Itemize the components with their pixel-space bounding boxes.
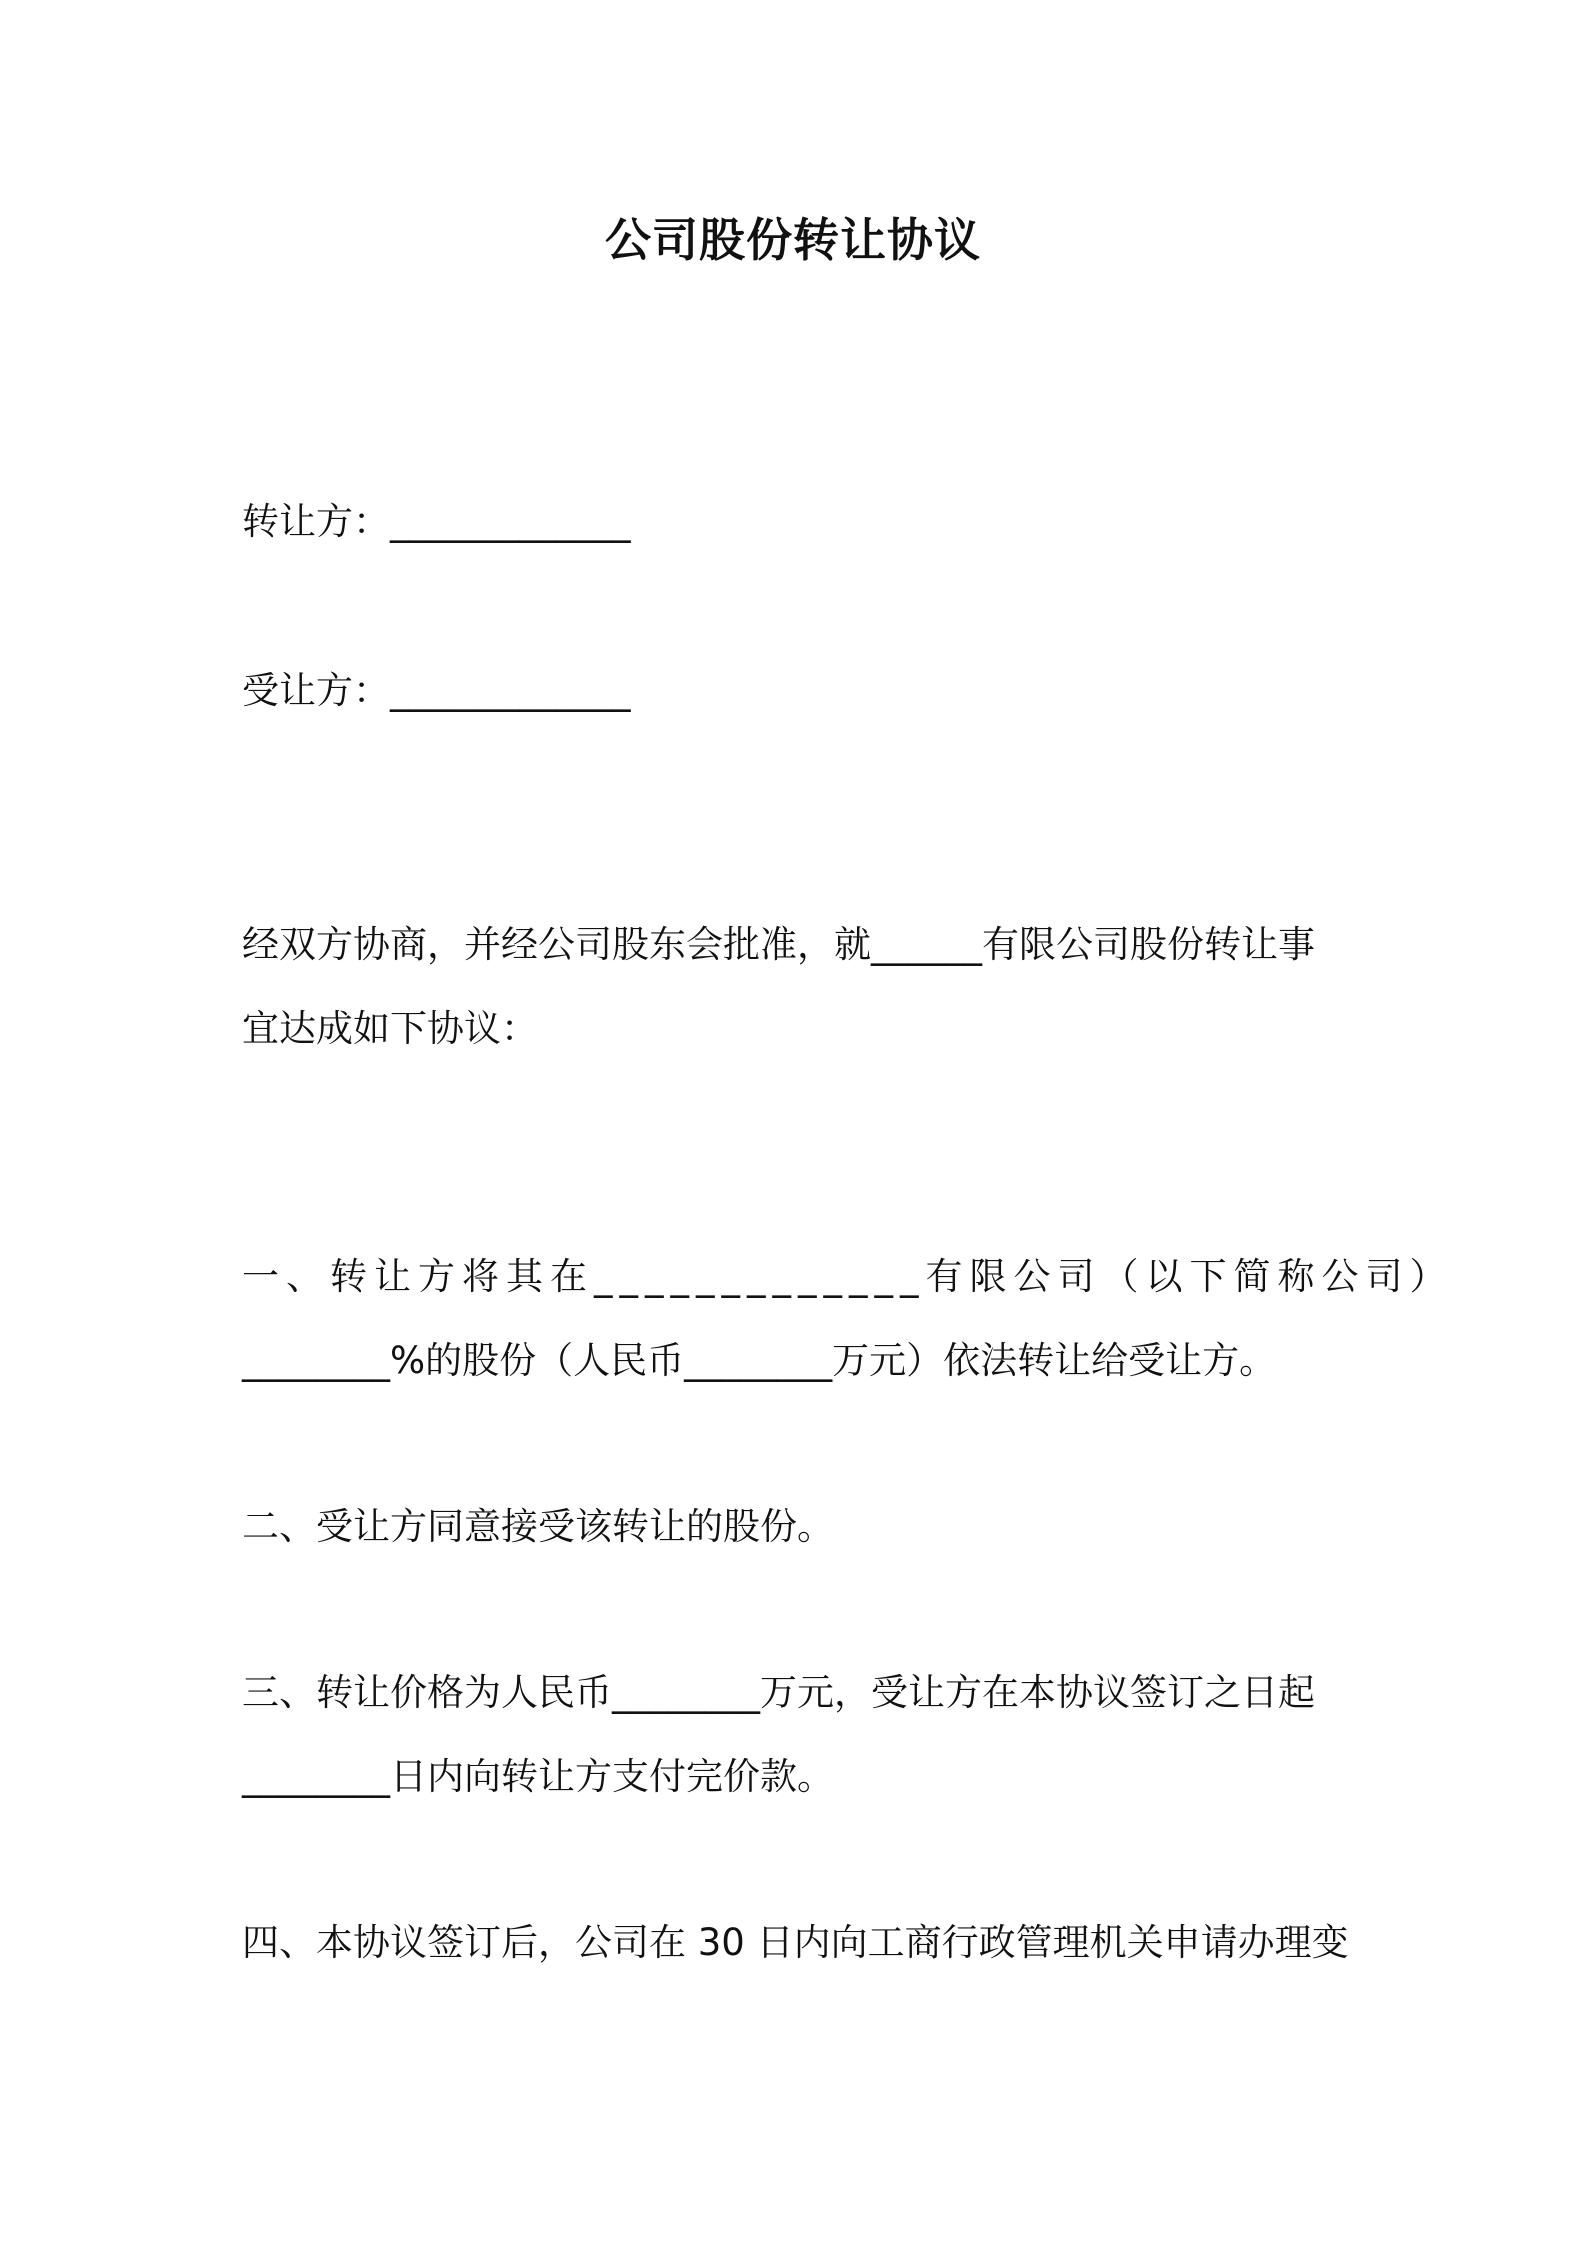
clause-1-line-1: 一、转让方将其在_____________有限公司（以下简称公司） (242, 1255, 1454, 1298)
preamble-line-1: 经双方协商，并经公司股东会批准，就______有限公司股份转让事 (242, 923, 1315, 966)
clause-3-line-2: ________日内向转让方支付完价款。 (242, 1755, 834, 1798)
transferee-line: 受让方：_____________ (242, 669, 631, 712)
transferor-line: 转让方：_____________ (242, 500, 631, 543)
clause-4-line-1: 四、本协议签订后，公司在 30 日内向工商行政管理机关申请办理变 (242, 1921, 1349, 1964)
clause-2-line-1: 二、受让方同意接受该转让的股份。 (242, 1505, 834, 1548)
clause-3-line-1: 三、转让价格为人民币________万元，受让方在本协议签订之日起 (242, 1671, 1315, 1714)
preamble-line-2: 宜达成如下协议： (242, 1007, 538, 1050)
clause-1-line-2: ________%的股份（人民币________万元）依法转让给受让方。 (242, 1339, 1277, 1382)
document-title: 公司股份转让协议 (605, 213, 981, 267)
